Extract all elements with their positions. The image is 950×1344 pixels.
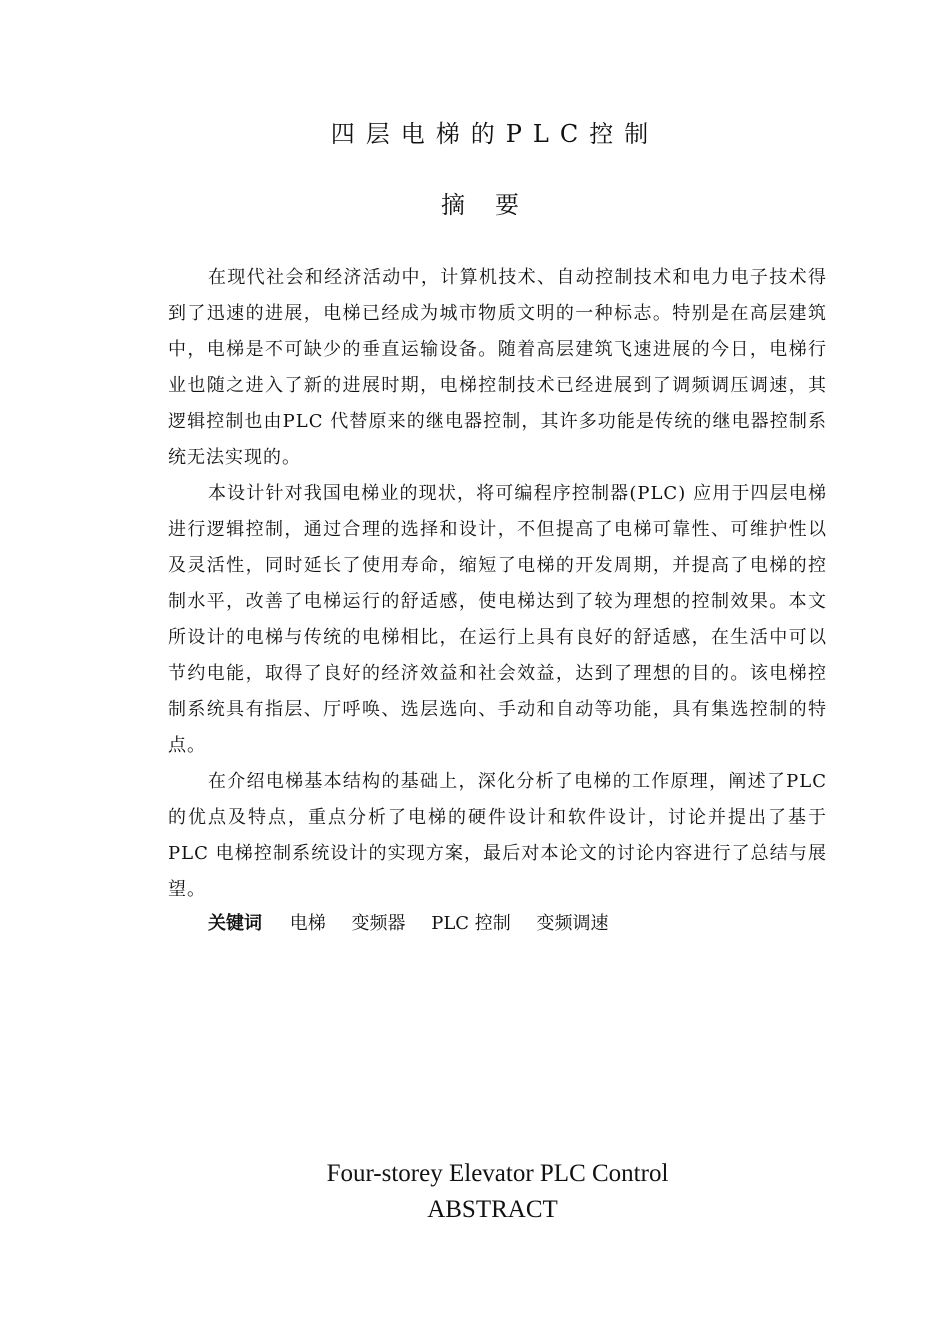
keyword-item: 电梯: [289, 913, 326, 934]
keyword-item: 变频调速: [536, 913, 609, 934]
keyword-item: 变频器: [351, 913, 406, 934]
abstract-heading: 摘要: [441, 191, 549, 219]
abstract-paragraph-2: 本设计针对我国电梯业的现状，将可编程序控制器(PLC) 应用于四层电梯进行逻辑控制，通过合理的选择和设计，不但提高了电梯可靠性、可维护性以及灵活性，同时延长了使用寿命，缩短了电梯的开发周期，并提高了电梯的控制水平，改善了电梯运行的舒适感，使电梯达到了较为理想的控制效果。本文所设计的电梯与传统的电梯相比，在运行上具有良好的舒适感，在生活中可以节约电能，取得了良好的经济效益和社会效益，达到了理想的目的。该电梯控制系统具有指层、厅呼唤、选层选向、手动和自动等功能，具有集选控制的特点。: [168, 483, 827, 756]
english-abstract-heading: ABSTRACT: [427, 1196, 558, 1223]
abstract-paragraph-3: 在介绍电梯基本结构的基础上，深化分析了电梯的工作原理，阐述了PLC 的优点及特点，重点分析了电梯的硬件设计和软件设计，讨论并提出了基于PLC 电梯控制系统设计的实现方案，最后对本论文的讨论内容进行了总结与展望。: [168, 771, 827, 900]
abstract-paragraph-1: 在现代社会和经济活动中，计算机技术、自动控制技术和电力电子技术得到了迅速的进展，电梯已经成为城市物质文明的一种标志。特别是在高层建筑中，电梯是不可缺少的垂直运输设备。随着高层建筑飞速进展的今日，电梯行业也随之进入了新的进展时期，电梯控制技术已经进展到了调频调压调速，其逻辑控制也由PLC 代替原来的继电器控制，其许多功能是传统的继电器控制系统无法实现的。: [168, 267, 827, 468]
keywords-line: [208, 906, 629, 942]
english-title: Four-storey Elevator PLC Control: [326, 1160, 669, 1187]
keywords-label: 关键词: [208, 913, 262, 934]
keyword-item: PLC 控制: [431, 913, 511, 934]
document-title: 四层电梯的PLC控制: [330, 120, 660, 148]
abstract-body: [168, 260, 827, 908]
